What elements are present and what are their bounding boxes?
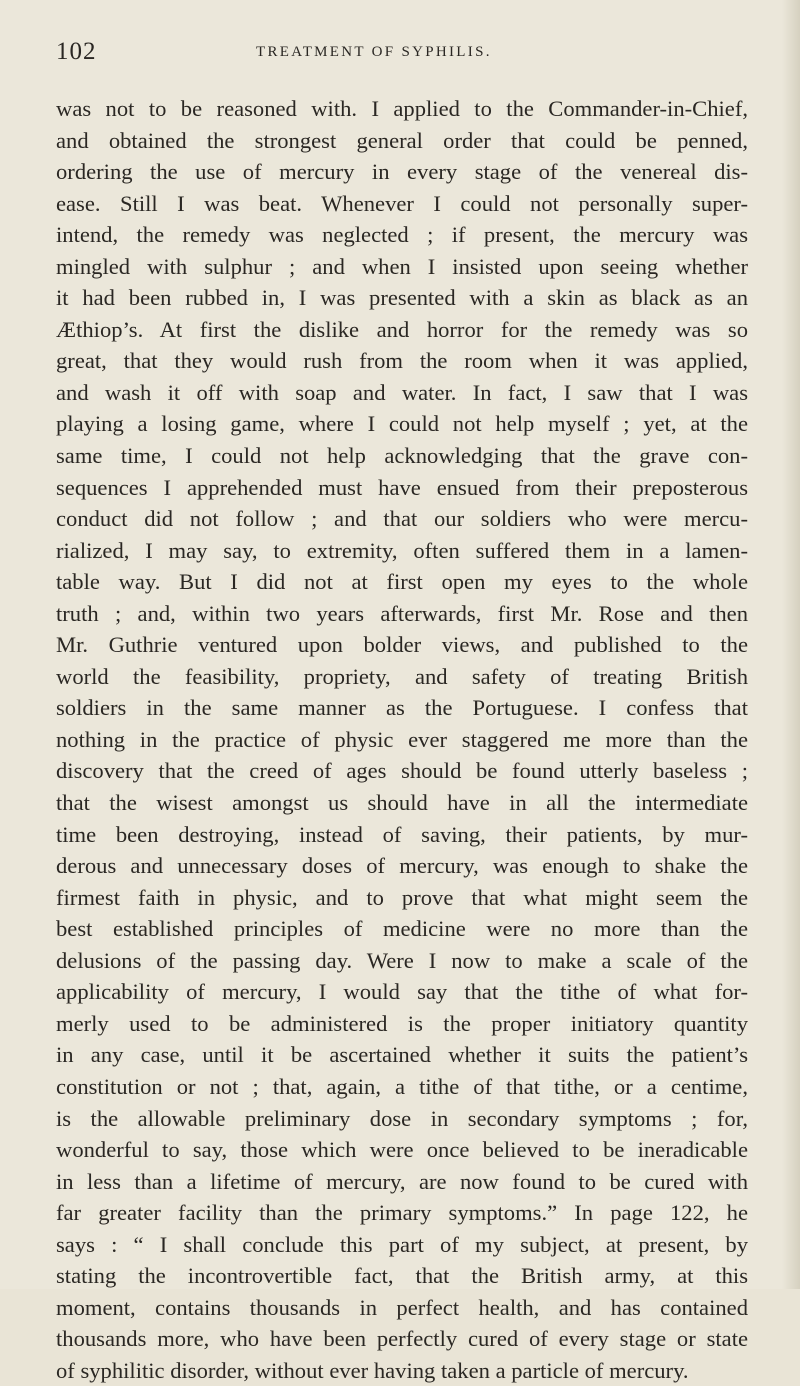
text-line: derous and unnecessary doses of mercury, was enough to shake the [56,853,748,879]
text-line: soldiers in the same manner as the Portuguese. I confess that [56,695,748,721]
text-line: in any case, until it be ascertained whether it suits the patient’s [56,1042,748,1068]
text-line: sequences I apprehended must have ensued from their preposterous [56,474,748,500]
text-line: moment, contains thousands in perfect health, and has contained [56,1294,748,1320]
text-line: nothing in the practice of physic ever staggered me more than the [56,726,748,752]
text-line: was not to be reasoned with. I applied to the Commander-in-Chief, [56,96,748,121]
page-edge-shadow [782,0,800,1289]
text-line: thousands more, who have been perfectly cured of every stage or state [56,1326,748,1352]
text-line: discovery that the creed of ages should be found utterly baseless ; [56,758,748,784]
text-line: in less than a lifetime of mercury, are now found to be cured with [56,1168,748,1194]
text-line: best established principles of medicine were no more than the [56,916,748,942]
text-line: of syphilitic disorder, without ever having taken a particle of mercury. [56,1357,689,1383]
text-line: far greater facility than the primary symptoms.” In page 122, he [56,1200,748,1226]
text-line: same time, I could not help acknowledging that the grave con- [56,443,748,469]
text-line: delusions of the passing day. Were I now to make a scale of the [56,947,748,973]
page-number: 102 [56,38,97,65]
text-line: Æthiop’s. At first the dislike and horror for the remedy was so [56,316,748,342]
text-line: applicability of mercury, I would say that the tithe of what for- [56,979,748,1005]
text-line: table way. But I did not at first open my eyes to the whole [56,569,748,595]
text-line: it had been rubbed in, I was presented with a skin as black as an [56,285,748,311]
body-text [56,93,748,1386]
text-line: stating the incontrovertible fact, that the British army, at this [56,1263,748,1289]
text-line: time been destroying, instead of saving, their patients, by mur- [56,821,748,847]
running-head [56,38,756,70]
text-line: merly used to be administered is the proper initiatory quantity [56,1010,748,1036]
text-line: ease. Still I was beat. Whenever I could not personally super- [56,190,748,216]
running-title: TREATMENT OF SYPHILIS. [256,44,492,60]
text-line: is the allowable preliminary dose in secondary symptoms ; for, [56,1105,748,1131]
text-line: world the feasibility, propriety, and safety of treating British [56,663,748,689]
text-line: playing a losing game, where I could not help myself ; yet, at the [56,411,748,437]
text-line: ordering the use of mercury in every stage of the venereal dis- [56,159,748,185]
text-line: rialized, I may say, to extremity, often suffered them in a lamen- [56,537,748,563]
text-line: great, that they would rush from the room when it was applied, [56,348,748,374]
text-line: truth ; and, within two years afterwards, first Mr. Rose and then [56,600,748,626]
text-line: firmest faith in physic, and to prove that what might seem the [56,884,748,910]
text-line: wonderful to say, those which were once believed to be ineradicable [56,1137,748,1163]
text-line: intend, the remedy was neglected ; if present, the mercury was [56,222,748,248]
text-line: mingled with sulphur ; and when I insisted upon seeing whether [56,253,748,279]
text-line: Mr. Guthrie ventured upon bolder views, and published to the [56,632,748,658]
text-line: says : “ I shall conclude this part of my subject, at present, by [56,1231,748,1257]
text-line: constitution or not ; that, again, a tithe of that tithe, or a centime, [56,1073,748,1099]
text-line: and obtained the strongest general order that could be penned, [56,127,748,153]
text-line: and wash it off with soap and water. In fact, I saw that I was [56,379,748,405]
text-line: conduct did not follow ; and that our soldiers who were mercu- [56,506,748,532]
text-line: that the wisest amongst us should have in all the intermediate [56,790,748,816]
